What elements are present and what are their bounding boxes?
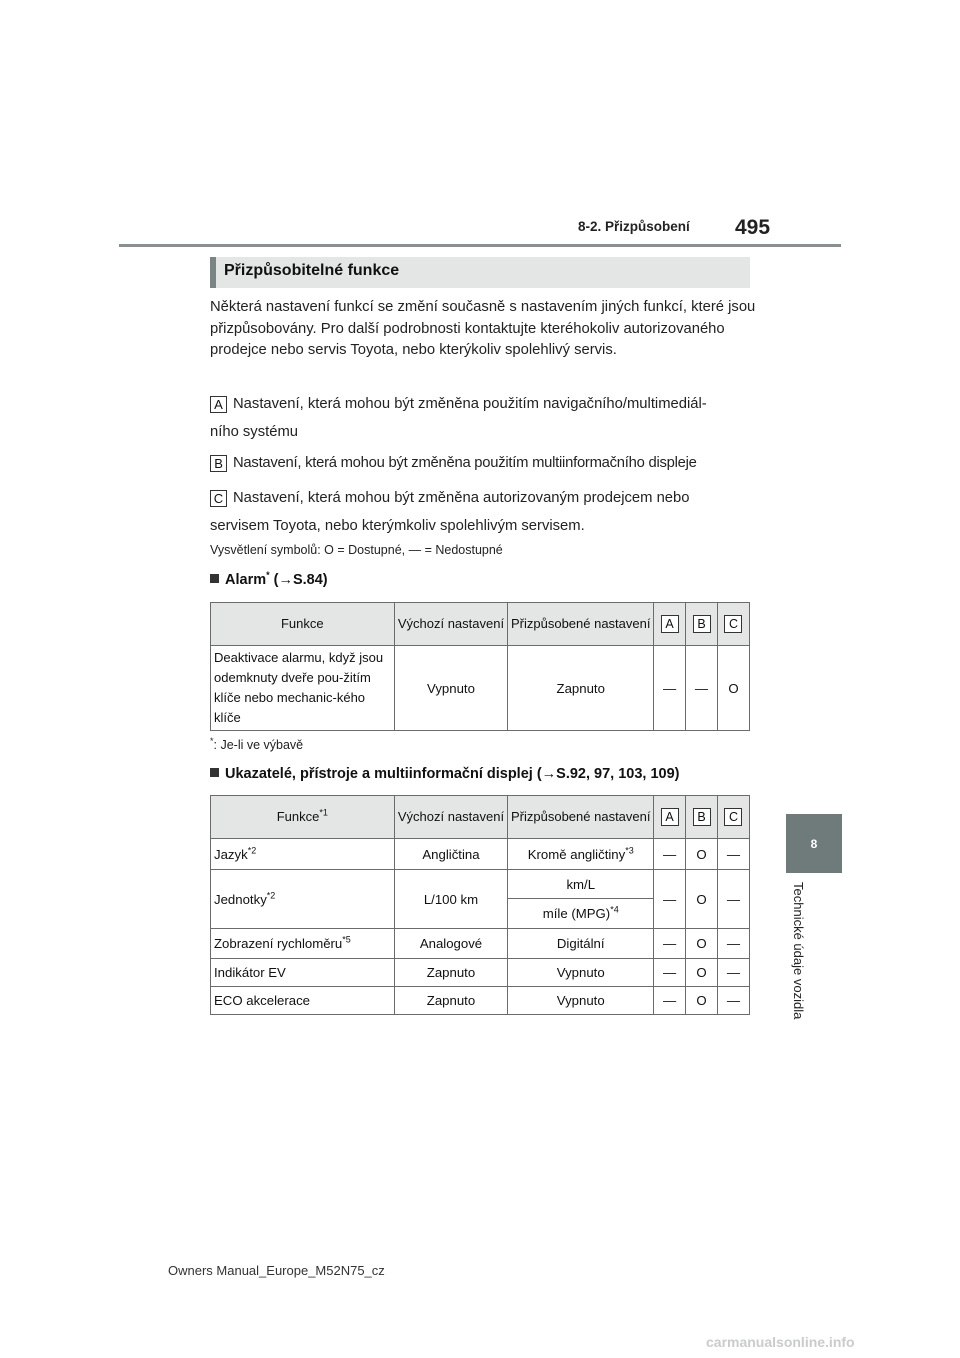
cell-custom: Zapnuto: [508, 646, 654, 731]
table-row: [211, 959, 750, 987]
legend-c: [210, 484, 758, 512]
symbols-note: Vysvětlení symbolů: O = Dostupné, — = Nedostupné: [210, 543, 503, 557]
header-b: B: [693, 615, 711, 633]
gauges-heading: [210, 766, 680, 782]
cell-function: Deaktivace alarmu, když jsou odemknuty dveře pou-žitím klíče nebo mechanic-kého klíče: [211, 646, 395, 731]
header-b: B: [693, 808, 711, 826]
badge-a: A: [210, 396, 227, 413]
cell-a: —: [654, 839, 686, 870]
alarm-footnote: [210, 735, 304, 752]
header-default: Výchozí nastavení: [394, 603, 508, 646]
cell-default: Zapnuto: [394, 987, 508, 1015]
header-custom: Přizpůsobené nastavení: [508, 603, 654, 646]
cell-custom: Kromě angličtiny$^{*3}$: [508, 839, 654, 870]
cell-function: ECO akcelerace: [211, 987, 395, 1015]
cell-custom: Digitální: [508, 929, 654, 959]
cell-custom: Vypnuto: [508, 959, 654, 987]
header-a: A: [661, 615, 679, 633]
badge-b: B: [210, 455, 227, 472]
legend-c-cont: servisem Toyota, nebo kterýmkoliv spolehlivým servisem.: [210, 518, 585, 534]
cell-a: —: [654, 870, 686, 929]
header-a: A: [661, 808, 679, 826]
alarm-heading: [210, 572, 328, 588]
cell-default: L/100 km: [394, 870, 508, 929]
cell-custom-1: km/L: [508, 870, 654, 899]
section-title: Přizpůsobitelné funkce: [224, 262, 400, 279]
cell-b: O: [686, 959, 718, 987]
legend-b: [210, 449, 758, 477]
footnote-sup: *: [210, 735, 214, 746]
alarm-heading-sup: *: [266, 570, 270, 581]
table-row: [211, 646, 750, 731]
header-rule: [119, 244, 841, 247]
cell-a: —: [654, 929, 686, 959]
chapter-tab[interactable]: [786, 814, 842, 873]
page-number: 495: [735, 216, 771, 239]
cell-function: Indikátor EV: [211, 959, 395, 987]
cell-c: —: [717, 870, 749, 929]
legend-a-cont: ního systému: [210, 424, 299, 440]
table-row: [211, 839, 750, 870]
footnote-text: : Je-li ve výbavě: [213, 738, 304, 752]
table-header-row: [211, 796, 750, 839]
section-title-box: [210, 257, 750, 288]
cell-b: —: [686, 646, 718, 731]
cell-default: Zapnuto: [394, 959, 508, 987]
section-header: 8-2. Přizpůsobení: [578, 219, 690, 234]
cell-a: —: [654, 646, 686, 731]
alarm-table: [210, 602, 750, 731]
cell-b: O: [686, 870, 718, 929]
alarm-heading-ref[interactable]: (→S.84): [269, 572, 328, 588]
cell-custom: Vypnuto: [508, 987, 654, 1015]
cell-c: —: [717, 929, 749, 959]
cell-default: Vypnuto: [394, 646, 508, 731]
header-function: Funkce: [211, 603, 395, 646]
cell-a: —: [654, 987, 686, 1015]
cell-c: —: [717, 959, 749, 987]
square-bullet-icon: [210, 574, 219, 583]
cell-b: O: [686, 929, 718, 959]
badge-c: C: [210, 490, 227, 507]
cell-default: Angličtina: [394, 839, 508, 870]
watermark[interactable]: carmanualsonline.info: [706, 1334, 855, 1350]
title-accent-bar: [210, 257, 216, 288]
chapter-number: 8: [810, 836, 818, 851]
header-custom: Přizpůsobené nastavení: [508, 796, 654, 839]
cell-b: O: [686, 839, 718, 870]
cell-function: Zobrazení rychloměru$^{*5}$: [211, 929, 395, 959]
table-header-row: [211, 603, 750, 646]
legend-a: [210, 390, 758, 418]
cell-default: Analogové: [394, 929, 508, 959]
legend-b-text: Nastavení, která mohou být změněna použitím multiinformačního displeje: [233, 455, 697, 471]
header-default: Výchozí nastavení: [394, 796, 508, 839]
cell-a: —: [654, 959, 686, 987]
intro-paragraph: Některá nastavení funkcí se změní současně s nastavením jiných funkcí, které jsou přizpůsobovány. Pro další podrobnosti kontaktujte kteréhokoliv autorizovaného prodejce nebo servis Toyota, nebo kterýkoliv spolehlivý servis.: [210, 299, 756, 358]
cell-c: —: [717, 839, 749, 870]
header-c: C: [724, 615, 742, 633]
cell-custom-2: míle (MPG)$^{*4}$: [508, 899, 654, 929]
table-row: [211, 929, 750, 959]
footer-text: Owners Manual_Europe_M52N75_cz: [168, 1263, 385, 1278]
table-row: [211, 870, 750, 899]
legend-c-text: Nastavení, která mohou být změněna autorizovaným prodejcem nebo: [233, 490, 690, 506]
table-row: [211, 987, 750, 1015]
cell-c: —: [717, 987, 749, 1015]
header-function: Funkce$^{*1}$: [211, 796, 395, 839]
cell-function: Jazyk$^{*2}$: [211, 839, 395, 870]
chapter-title: Technické údaje vozidla: [791, 882, 806, 1020]
header-c: C: [724, 808, 742, 826]
legend-a-text: Nastavení, která mohou být změněna použitím navigačního/multimediál-: [233, 396, 707, 412]
square-bullet-icon: [210, 768, 219, 777]
gauges-heading-text: Ukazatelé, přístroje a multiinformační displej (→S.92, 97, 103, 109): [225, 766, 680, 782]
cell-b: O: [686, 987, 718, 1015]
gauges-table: [210, 795, 750, 1015]
cell-function: Jednotky$^{*2}$: [211, 870, 395, 929]
alarm-heading-text: Alarm: [225, 572, 267, 588]
cell-c: O: [717, 646, 749, 731]
